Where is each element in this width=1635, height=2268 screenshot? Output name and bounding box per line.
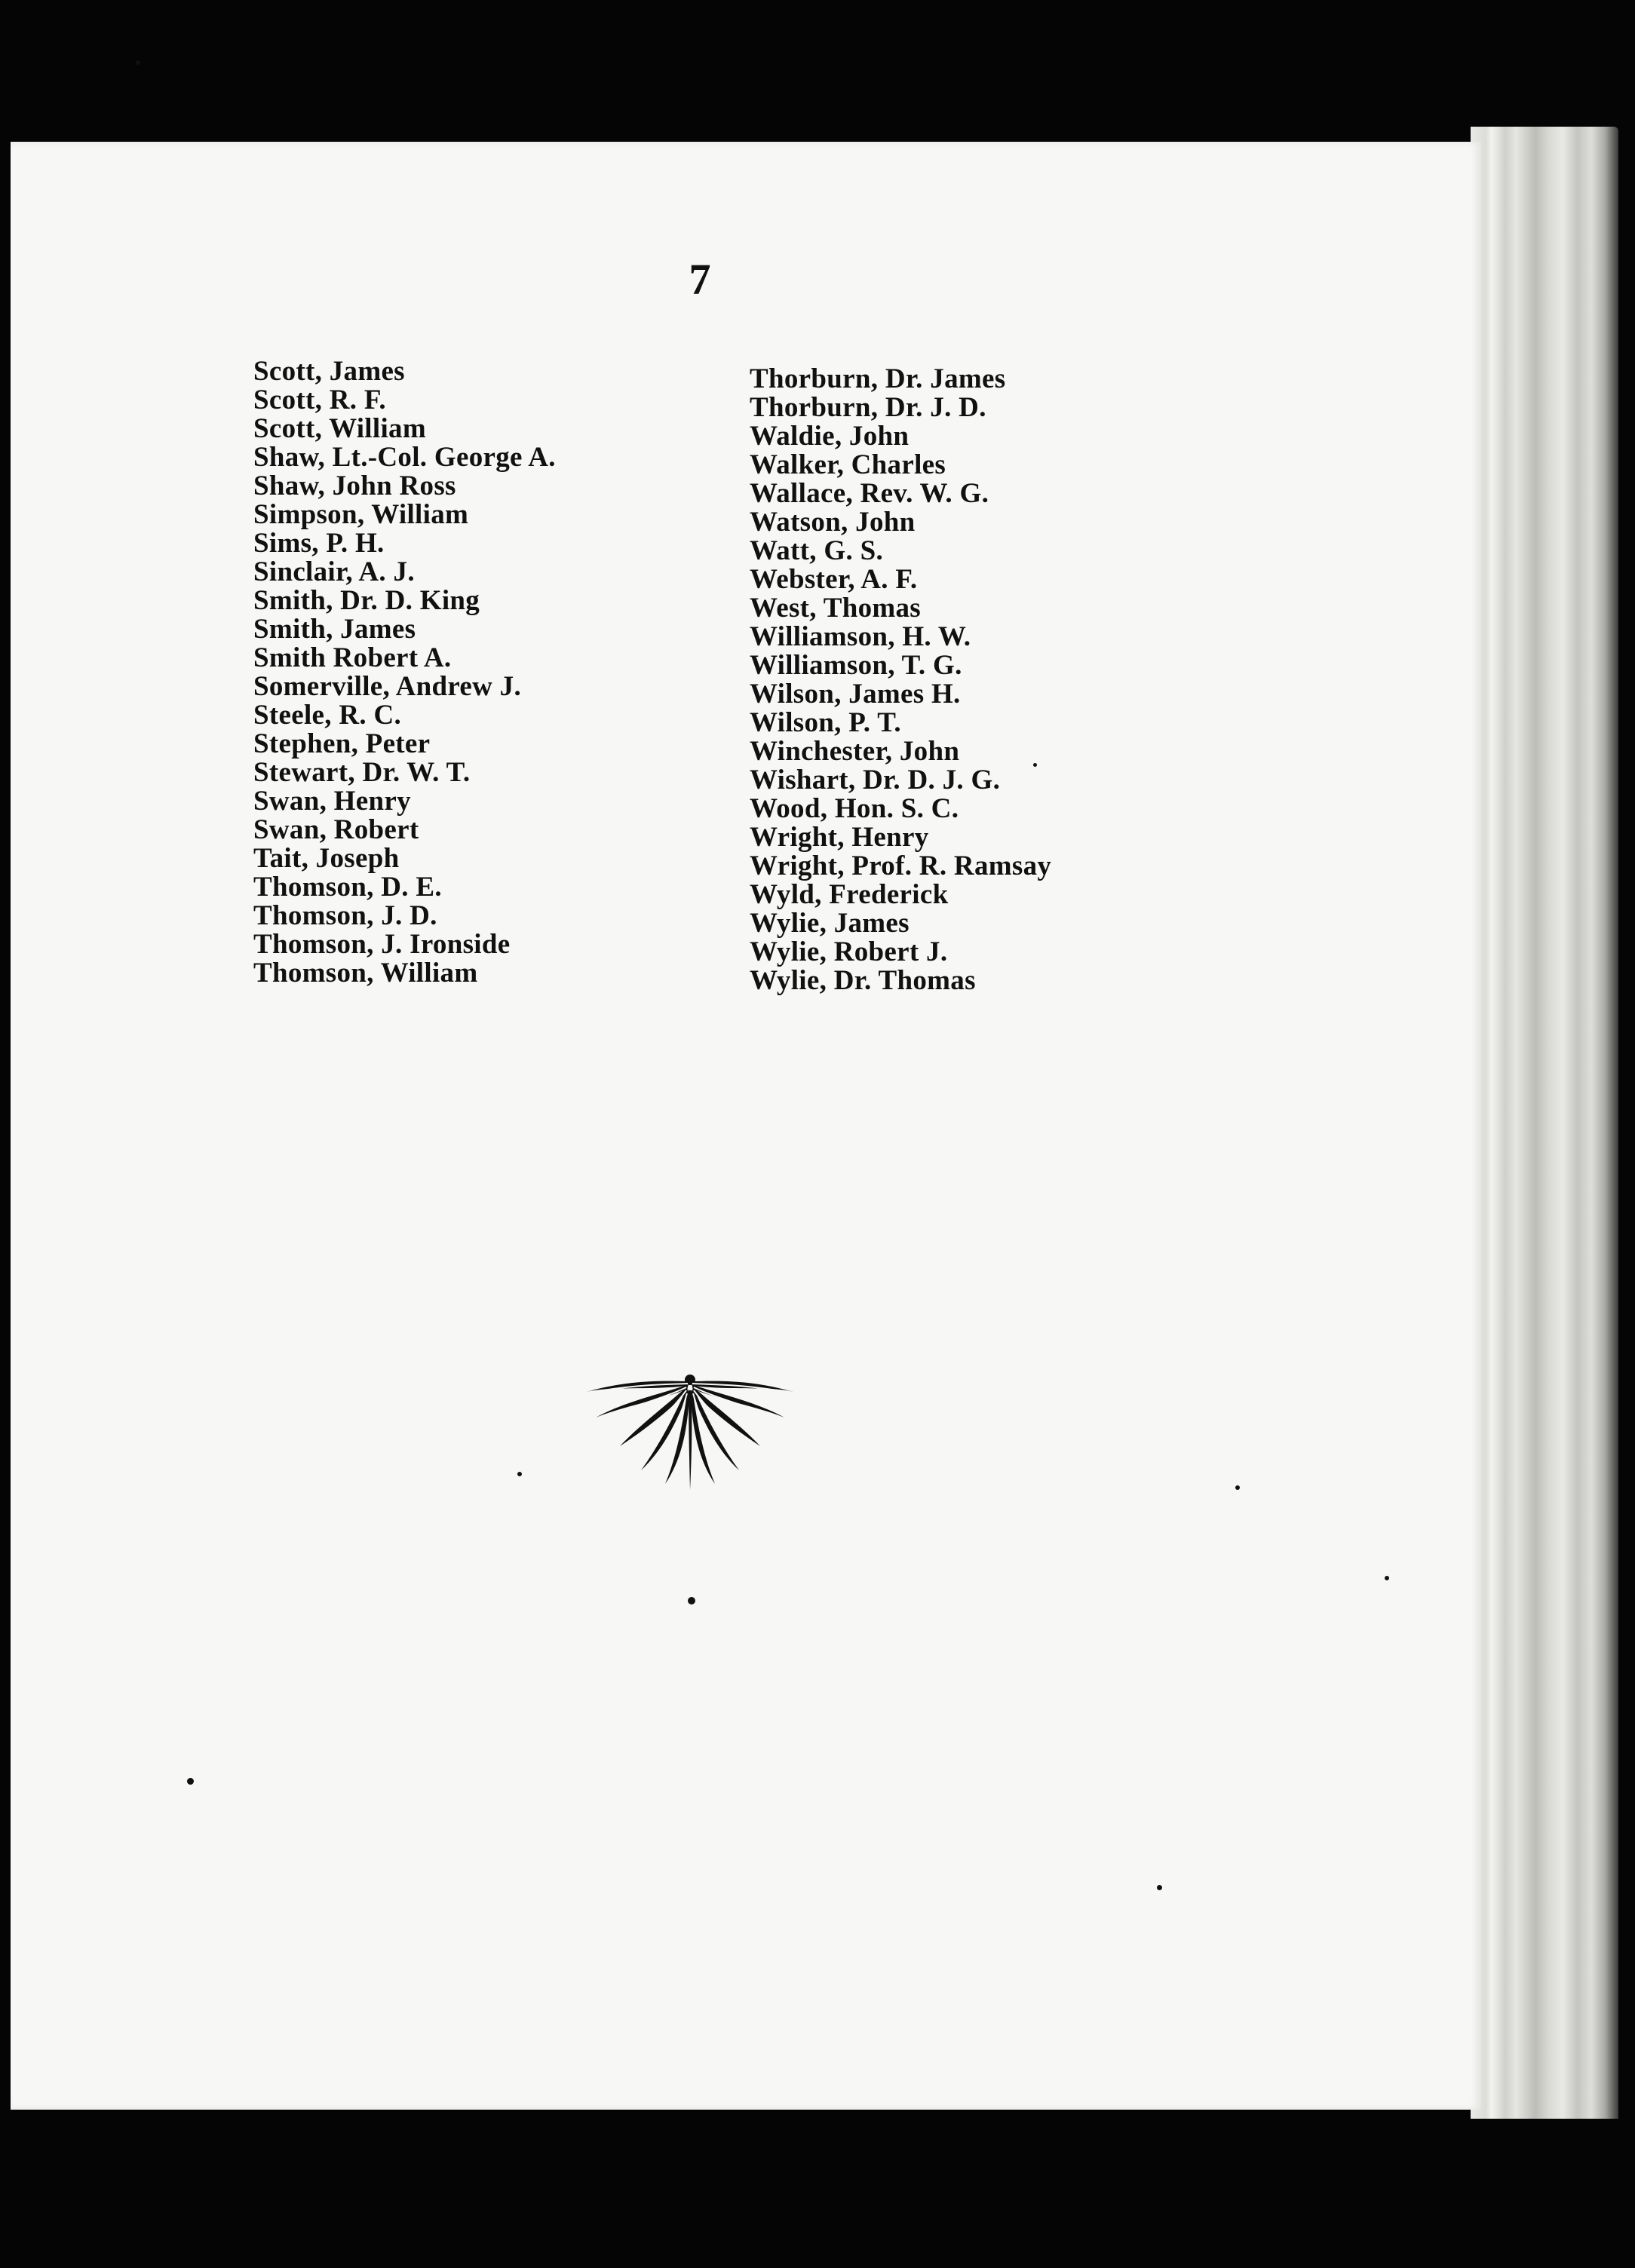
scan-speck — [1157, 1885, 1162, 1890]
name-entry: Stewart, Dr. W. T. — [253, 757, 471, 788]
name-entry: Thomson, William — [253, 958, 478, 988]
name-entry: West, Thomas — [750, 593, 922, 624]
scan-speck — [1235, 1485, 1240, 1490]
scan-speck — [517, 1472, 522, 1476]
name-entry: Scott, R. F. — [253, 385, 386, 415]
name-entry: Wright, Prof. R. Ramsay — [750, 851, 1052, 881]
name-entry: Smith, James — [253, 614, 416, 645]
name-entry: Wallace, Rev. W. G. — [750, 478, 989, 509]
name-entry: Wright, Henry — [750, 822, 929, 853]
scan-speck — [187, 1778, 194, 1785]
name-entry: Wishart, Dr. D. J. G. — [750, 765, 1001, 795]
name-entry: Wyld, Frederick — [750, 879, 949, 910]
scan-speck — [688, 1597, 695, 1604]
scan-speck — [1385, 1576, 1389, 1580]
name-entry: Swan, Robert — [253, 814, 419, 845]
name-entry: Tait, Joseph — [253, 843, 400, 874]
scan-speck — [1033, 763, 1037, 767]
name-entry: Thorburn, Dr. James — [750, 363, 1006, 394]
name-entry: Thorburn, Dr. J. D. — [750, 392, 986, 423]
name-entry: Smith, Dr. D. King — [253, 585, 480, 616]
page-number: 7 — [689, 255, 711, 304]
scan-speck — [136, 60, 140, 65]
name-entry: Watson, John — [750, 507, 916, 538]
name-entry: Webster, A. F. — [750, 564, 918, 595]
name-entry: Steele, R. C. — [253, 700, 402, 731]
name-entry: Thomson, J. Ironside — [253, 929, 511, 960]
name-entry: Sims, P. H. — [253, 528, 385, 559]
name-entry: Sinclair, A. J. — [253, 556, 415, 587]
name-entry: Smith Robert A. — [253, 642, 452, 673]
name-entry: Shaw, John Ross — [253, 470, 456, 501]
name-entry: Simpson, William — [253, 499, 469, 530]
name-entry: Watt, G. S. — [750, 535, 884, 566]
name-entry: Somerville, Andrew J. — [253, 671, 522, 702]
book-page-edges — [1471, 127, 1618, 2119]
name-entry: Shaw, Lt.-Col. George A. — [253, 442, 556, 473]
name-entry: Swan, Henry — [253, 786, 411, 817]
fan-leaf-ornament-icon — [581, 1371, 799, 1491]
name-entry: Thomson, D. E. — [253, 872, 442, 903]
name-entry: Waldie, John — [750, 421, 910, 452]
name-entry: Scott, William — [253, 413, 426, 444]
name-entry: Williamson, T. G. — [750, 650, 962, 681]
name-list-left — [253, 357, 721, 988]
name-list-right — [750, 365, 1293, 995]
name-entry: Wilson, P. T. — [750, 707, 901, 738]
name-entry: Winchester, John — [750, 736, 960, 767]
name-entry: Williamson, H. W. — [750, 621, 971, 652]
name-entry: Wilson, James H. — [750, 679, 961, 710]
name-entry: Wood, Hon. S. C. — [750, 793, 959, 824]
name-entry: Thomson, J. D. — [253, 900, 437, 931]
name-entry: Wylie, Robert J. — [750, 936, 948, 967]
name-entry: Scott, James — [253, 356, 405, 387]
name-entry: Wylie, James — [750, 908, 910, 939]
name-entry: Stephen, Peter — [253, 728, 431, 759]
name-entry: Wylie, Dr. Thomas — [750, 965, 976, 996]
name-entry: Walker, Charles — [750, 449, 946, 480]
